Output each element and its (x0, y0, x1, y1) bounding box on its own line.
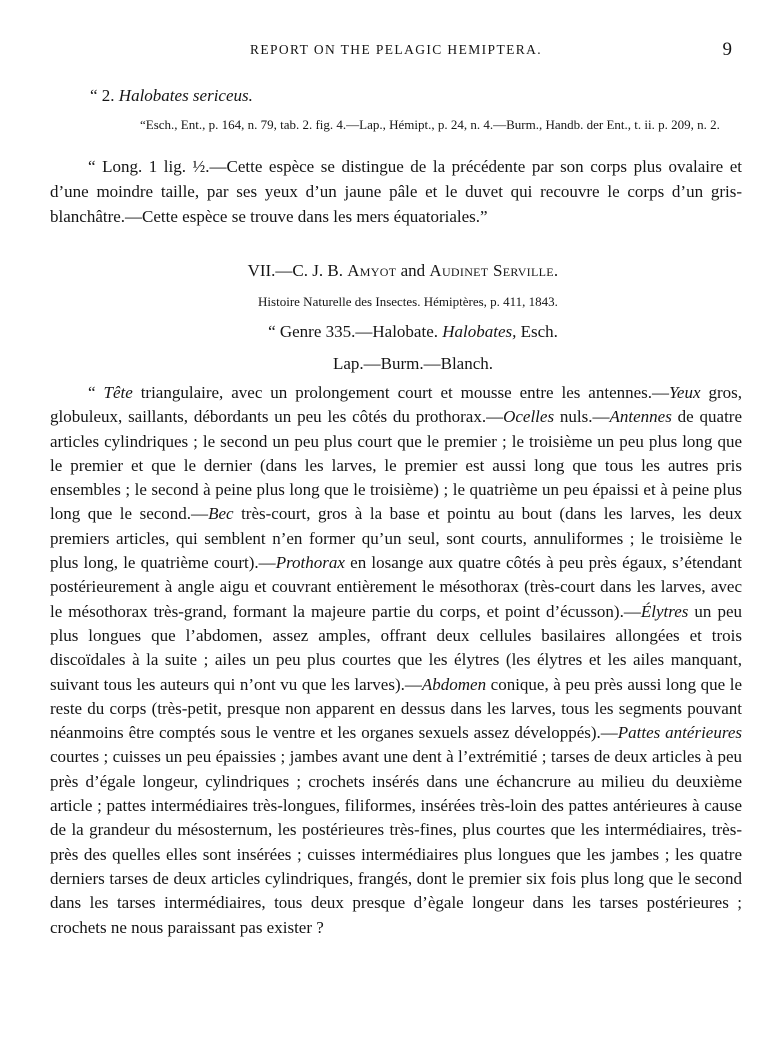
body-text-8: un peu plus longues que l’abdomen, assez amples, offrant deux cellules basilaires allongées et trois discoïdales à la suite ; ailes un peu plus courtes que les élytres (les élytres et les ailes manquant, suivant tous les auteurs qui n’ont vu que les larves).— (50, 601, 743, 694)
section-author2: Audinet Serville. (429, 261, 559, 280)
genus-description (50, 381, 742, 940)
species-description: “ Long. 1 lig. ½.—Cette espèce se distingue de la précédente par son corps plus ovalaire et d’une moindre taille, par ses yeux d’un jaune pâle et le duvet qui recouvre le corps d’un gris-blanchâtre.—Cette espèce se trouve dans les mers équatoriales.” (50, 157, 742, 226)
body-term-antennes: Antennes (609, 407, 672, 427)
species-number: “ 2. (90, 86, 115, 105)
running-title: REPORT ON THE PELAGIC HEMIPTERA. (249, 42, 543, 57)
body-term-yeux: Yeux (669, 383, 701, 402)
body-text-10: courtes ; cuisses un peu épaissies ; jambes avant une dent à l’extrémitié ; tarses de deux articles à peu près d’égale longeur, cylindriques ; crochets insérés dans une échancrure au milieu du deuxième article ; pattes intermédiaires très-longues, filiformes, insérées très-loin des pattes antérieures à cause de la grandeur du mésosternum, les postérieures très-fines, plus courtes que les intermédiaires, très-près des quelles elles sont insérées ; cuisses intermédiaires plus longues que les jambes ; les quatre derniers tarses de deux articles cylindriques, frangés, dont le premier six fois plus long que le second dans les tarses intermédiaires, tous deux presque d’ègale longeur dans les tarses postérieures ; crochets ne nous paraissant pas exister ? (50, 747, 742, 937)
body-text-9: conique, à peu près aussi long que le reste du corps (très-petit, presque non apparent en dessus dans les larves, tous les segments pouvant néanmoins être comptés sous le ventre et les organes sexuels assez développés).— (50, 674, 742, 743)
species-heading (90, 86, 253, 106)
body-text-1: “ (88, 383, 104, 402)
page-number: 9 (722, 39, 732, 60)
section-author1: Amyot (347, 261, 397, 280)
body-text-6: très-court, gros à la base et pointu au bout (dans les larves, les deux premiers articles, qui semblent n’en former qu’un seul, sont courts, annuliformes ; le troisième le plus long, le quatrième court).— (50, 504, 742, 573)
genus-heading (0, 322, 776, 342)
running-header (80, 39, 732, 64)
body-text-7: en losange aux quatre côtés à peu près égaux, s’étendant postérieurement à angle aigu et couvrant entièrement le mésothorax (très-court dans les larves, avec le mésothorax très-grand, formant la majeure partie du corps, et point d’écusson).— (50, 553, 742, 621)
body-text-5: de quatre articles cylindriques ; le second un peu plus court que le premier ; le troisième un peu plus long que le premier et que le dernier (dans les larves, le premier est aussi long que tous les autres pris ensembles ; le second à peine plus long que le troisième) ; le quatrième un peu épaissi et à peine plus long que le second.— (50, 407, 742, 524)
body-term-pattes: Pattes antérieures (617, 723, 742, 743)
genus-author: Esch. (520, 322, 558, 341)
body-term-prothorax: Prothorax (275, 553, 345, 573)
section-heading (0, 261, 776, 281)
body-term-elytres: Élytres (640, 601, 689, 621)
section-and: and (400, 261, 426, 280)
genus-name: Halobates, (442, 322, 517, 341)
body-text-3: gros, globuleux, saillants, débordants un peu les côtés du prothorax.— (50, 383, 742, 427)
body-term-bec: Bec (208, 504, 234, 524)
body-text-4: nuls.— (554, 407, 610, 427)
section-numeral: VII.—C. J. B. (247, 261, 343, 280)
body-term-ocelles: Ocelles (503, 407, 555, 427)
source-citation: Histoire Naturelle des Insectes. Hémiptères, p. 411, 1843. (258, 294, 558, 309)
body-text-2: triangulaire, avec un prolongement court et mousse entre les antennes.— (132, 383, 670, 402)
species-reference: “Esch., Ent., p. 164, n. 79, tab. 2. fig. 4.—Lap., Hémipt., p. 24, n. 4.—Burm., Handb. der Ent., t. ii. p. 209, n. 2. (140, 117, 720, 132)
genus-authorities: Lap.—Burm.—Blanch. (332, 354, 494, 373)
body-term-tete: Tête (103, 383, 133, 402)
genus-prefix: “ Genre 335.—Halobate. (268, 322, 438, 341)
body-term-abdomen: Abdomen (421, 674, 487, 694)
species-name: Halobates sericeus. (118, 86, 253, 105)
